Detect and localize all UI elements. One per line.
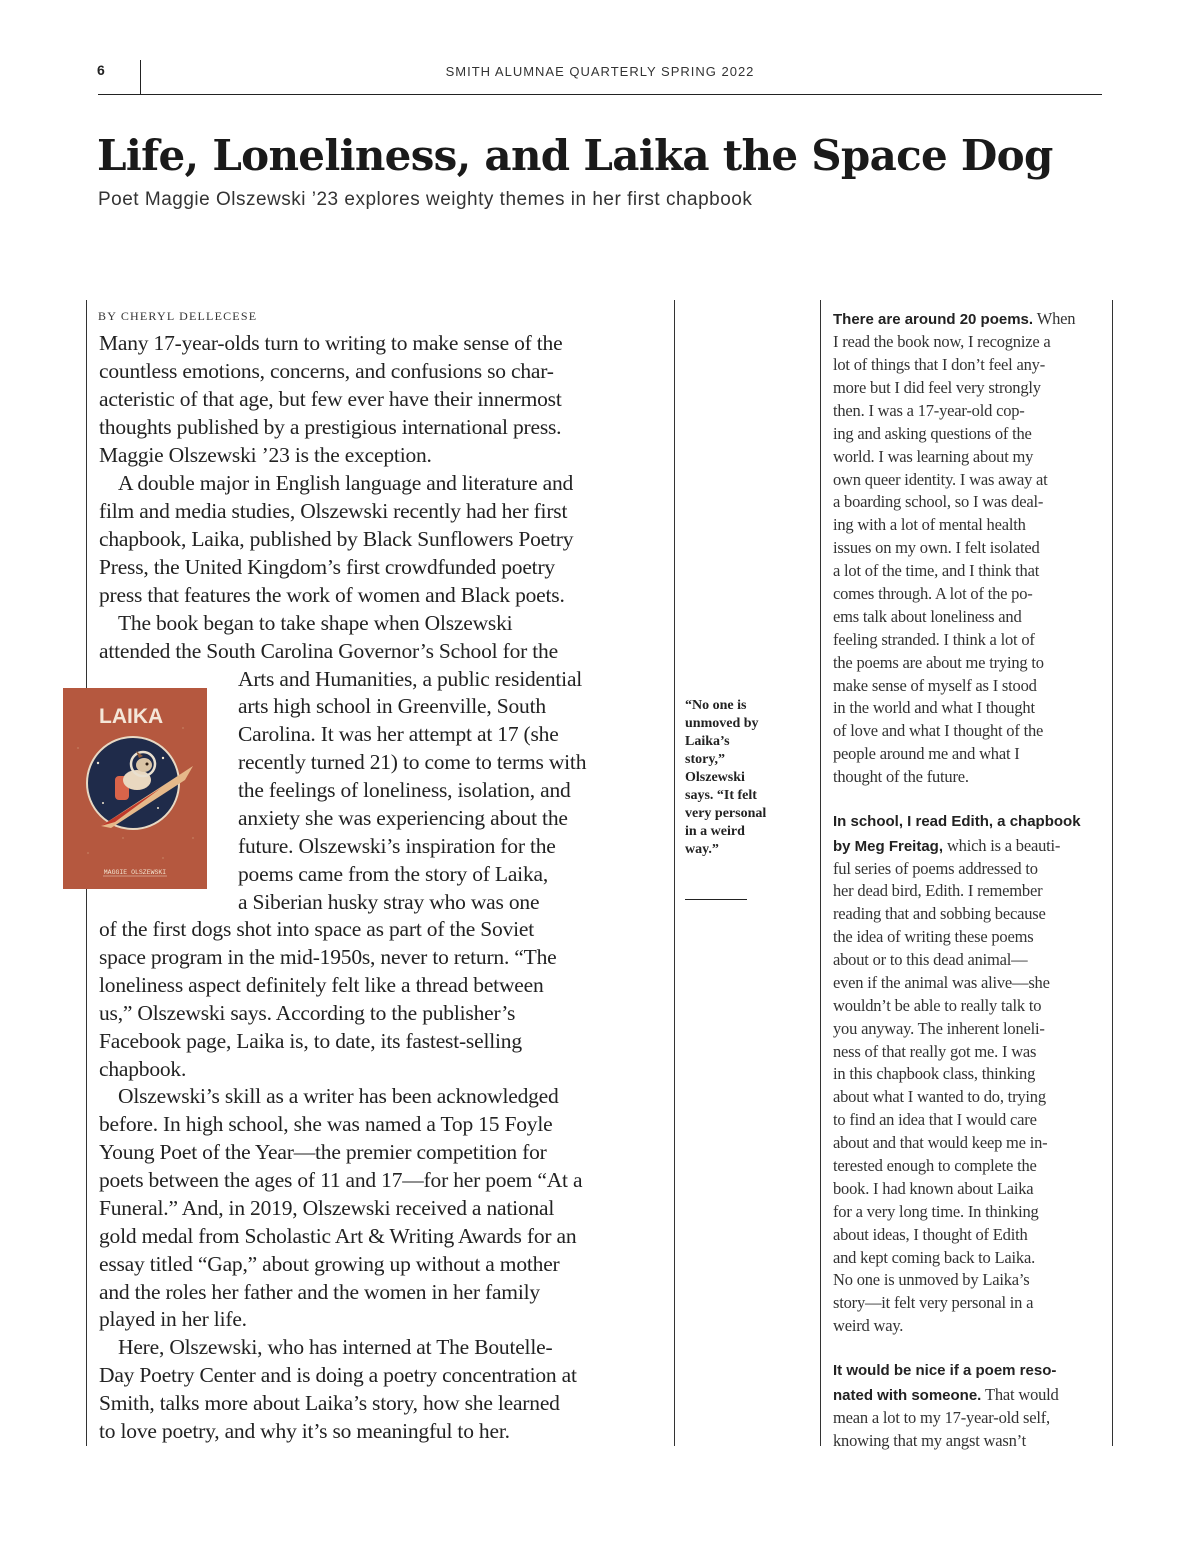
interview-answer-line: you anyway. The inherent loneli- — [833, 1019, 1045, 1038]
body-line: a Siberian husky stray who was one — [238, 890, 540, 914]
interview-answer-line: mean a lot to my 17-year-old self, — [833, 1408, 1050, 1427]
interview-answer-line: the poems are about me trying to — [833, 653, 1044, 672]
body-line: A double major in English language and literature and — [118, 471, 574, 495]
body-line: Funeral.” And, in 2019, Olszewski received a national — [99, 1196, 555, 1220]
interview-answer-line: feeling stranded. I think a lot of — [833, 630, 1035, 649]
body-line: played in her life. — [99, 1307, 247, 1331]
interview-question: There are around 20 poems. — [833, 311, 1034, 328]
body-line: Young Poet of the Year—the premier competition for — [99, 1140, 547, 1164]
interview-answer-line: her dead bird, Edith. I remember — [833, 881, 1043, 900]
body-line: before. In high school, she was named a Top 15 Foyle — [99, 1112, 553, 1136]
interview-answer-line: and kept coming back to Laika. — [833, 1248, 1036, 1267]
body-line: future. Olszewski’s inspiration for the — [238, 834, 556, 858]
interview-answer-line: weird way. — [833, 1316, 904, 1335]
body-line: anxiety she was experiencing about the — [238, 806, 568, 830]
body-line: Olszewski’s skill as a writer has been acknowledged — [118, 1084, 559, 1108]
interview-answer-line: ing and asking questions of the — [833, 424, 1032, 443]
interview-answer-line: world. I was learning about my — [833, 447, 1034, 466]
interview-answer-line: about and that would keep me in- — [833, 1133, 1048, 1152]
body-line: and the roles her father and the women in her family — [99, 1280, 540, 1304]
body-line: the feelings of loneliness, isolation, and — [238, 778, 571, 802]
interview-question: It would be nice if a poem reso- — [833, 1362, 1057, 1379]
interview-answer-line: ems talk about loneliness and — [833, 607, 1022, 626]
interview-answer-line: own queer identity. I was away at — [833, 470, 1048, 489]
interview-answer-line: I read the book now, I recognize a — [833, 332, 1051, 351]
column-rule — [820, 300, 821, 1446]
interview-answer-line: in this chapbook class, thinking — [833, 1064, 1036, 1083]
body-line: Many 17-year-olds turn to writing to make sense of the — [99, 331, 563, 355]
body-line: attended the South Carolina Governor’s School for the — [99, 639, 558, 663]
interview-answer-line: a lot of the time, and I think that — [833, 561, 1040, 580]
body-line: recently turned 21) to come to terms with — [238, 750, 587, 774]
interview-answer-line: in the world and what I thought — [833, 698, 1035, 717]
interview-answer-line: lot of things that I don’t feel any- — [833, 355, 1045, 374]
body-line: Day Poetry Center and is doing a poetry concentration at — [99, 1363, 577, 1387]
page-number: 6 — [97, 62, 105, 78]
interview-answer-line: to find an idea that I would care — [833, 1110, 1037, 1129]
interview-answer-line: thought of the future. — [833, 767, 969, 786]
article-subtitle: Poet Maggie Olszewski ’23 explores weighty themes in her first chapbook — [98, 189, 753, 210]
interview-answer-line: for a very long time. In thinking — [833, 1202, 1039, 1221]
interview-question: nated with someone. — [833, 1387, 982, 1404]
interview-answer-line: of love and what I thought of the — [833, 721, 1044, 740]
interview-answer-line: ing with a lot of mental health — [833, 515, 1026, 534]
running-header: SMITH ALUMNAE QUARTERLY SPRING 2022 — [445, 64, 755, 79]
interview-answer-line: reading that and sobbing because — [833, 904, 1046, 923]
body-line: acteristic of that age, but few ever have their innermost — [99, 387, 562, 411]
pull-quote: “No one is unmoved by Laika’s story,” Olszewski says. “It felt very personal in a weird way.” — [685, 698, 767, 857]
body-line: Smith, talks more about Laika’s story, how she learned — [99, 1391, 560, 1415]
body-line: chapbook. — [99, 1057, 187, 1081]
body-line: Facebook page, Laika is, to date, its fastest-selling — [99, 1029, 522, 1053]
body-line: countless emotions, concerns, and confusions so char- — [99, 359, 554, 383]
body-line: film and media studies, Olszewski recently had her first — [99, 499, 568, 523]
body-line: poems came from the story of Laika, — [238, 862, 549, 886]
body-line: arts high school in Greenville, South — [238, 694, 546, 718]
interview-answer-line: terested enough to complete the — [833, 1156, 1037, 1175]
interview-answer-line: story—it felt very personal in a — [833, 1293, 1034, 1312]
interview-answer-line: ness of that really got me. I was — [833, 1042, 1037, 1061]
book-cover-image — [63, 688, 207, 889]
body-line: gold medal from Scholastic Art & Writing Awards for an — [99, 1224, 577, 1248]
byline: BY CHERYL DELLECESE — [98, 309, 258, 323]
body-line: loneliness aspect definitely felt like a thread between — [99, 973, 544, 997]
interview-answer-line: the idea of writing these poems — [833, 927, 1034, 946]
body-line: us,” Olszewski says. According to the publisher’s — [99, 1001, 516, 1025]
body-line: chapbook, Laika, published by Black Sunflowers Poetry — [99, 527, 574, 551]
body-line: Press, the United Kingdom’s first crowdfunded poetry — [99, 555, 555, 579]
interview-answer-line: When — [1036, 309, 1076, 328]
body-line: space program in the mid-1950s, never to return. “The — [99, 945, 557, 969]
body-line: The book began to take shape when Olszewski — [118, 611, 513, 635]
interview-answer-line: knowing that my angst wasn’t — [833, 1431, 1026, 1450]
body-line: of the first dogs shot into space as part of the Soviet — [99, 917, 535, 941]
column-rule — [674, 300, 675, 1446]
interview-answer-line: issues on my own. I felt isolated — [833, 538, 1040, 557]
interview-answer-line: people around me and what I — [833, 744, 1020, 763]
pull-quote-rule — [685, 899, 747, 900]
body-line: Here, Olszewski, who has interned at The Boutelle- — [118, 1335, 553, 1359]
interview-question: by Meg Freitag, — [833, 838, 944, 855]
interview-answer-line: more but I did feel very strongly — [833, 378, 1041, 397]
header-rule — [98, 94, 1102, 95]
header-divider — [140, 60, 141, 94]
article-title: Life, Loneliness, and Laika the Space Dog — [97, 131, 1053, 180]
interview-answer-line: which is a beauti- — [946, 836, 1061, 855]
interview-answer-line: That would — [985, 1385, 1059, 1404]
body-line: Maggie Olszewski ’23 is the exception. — [99, 443, 432, 467]
interview-answer-line: even if the animal was alive—she — [833, 973, 1050, 992]
cover-title: LAIKA — [99, 705, 164, 728]
body-line: thoughts published by a prestigious international press. — [99, 415, 562, 439]
body-line: press that features the work of women and Black poets. — [99, 583, 565, 607]
body-line: Carolina. It was her attempt at 17 (she — [238, 722, 559, 746]
interview-answer-line: about ideas, I thought of Edith — [833, 1225, 1028, 1244]
interview-answer-line: wouldn’t be able to really talk to — [833, 996, 1042, 1015]
interview-answer-line: make sense of myself as I stood — [833, 676, 1037, 695]
body-line: Arts and Humanities, a public residential — [238, 667, 583, 691]
interview-answer-line: about what I wanted to do, trying — [833, 1087, 1046, 1106]
body-line: poets between the ages of 11 and 17—for her poem “At a — [99, 1168, 583, 1192]
column-rule — [1112, 300, 1113, 1446]
interview-answer-line: book. I had known about Laika — [833, 1179, 1034, 1198]
cover-author: MAGGIE OLSZEWSKI — [103, 869, 167, 876]
interview-answer-line: ful series of poems addressed to — [833, 859, 1038, 878]
body-line: to love poetry, and why it’s so meaningful to her. — [99, 1419, 510, 1443]
interview-answer-line: then. I was a 17-year-old cop- — [833, 401, 1025, 420]
interview-question: In school, I read Edith, a chapbook — [833, 813, 1081, 830]
body-line: essay titled “Gap,” about growing up without a mother — [99, 1252, 560, 1276]
interview-answer-line: about or to this dead animal— — [833, 950, 1028, 969]
interview-answer-line: No one is unmoved by Laika’s — [833, 1270, 1030, 1289]
interview-answer-line: a boarding school, so I was deal- — [833, 492, 1044, 511]
interview-answer-line: comes through. A lot of the po- — [833, 584, 1033, 603]
